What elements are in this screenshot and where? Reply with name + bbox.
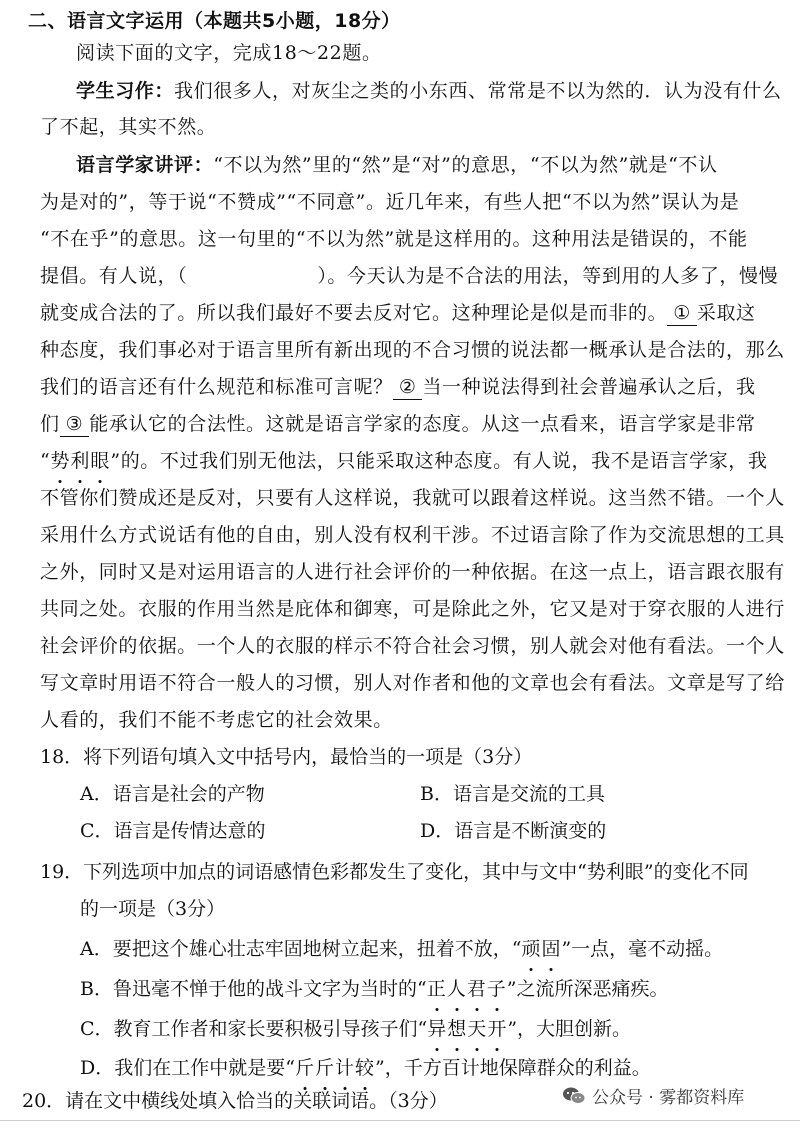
linguist-line-15: 写文章时用语不符合一般人的习惯，别人对作者和他的文章也会有看法。文章是写了给 bbox=[40, 672, 785, 694]
dotted-word-zhengrenjunzi bbox=[427, 978, 507, 1000]
q18-option-c: C．语言是传情达意的 bbox=[80, 820, 266, 842]
student-essay-label: 学生习作： bbox=[76, 80, 175, 102]
q19-option-a: A．要把这个雄心壮志牢固地树立起来，扭着不放，“顽固”一点，毫不动摇。 bbox=[80, 930, 723, 968]
emphasis-dotted-char: 君 bbox=[467, 970, 487, 1008]
linguist-line-1: 语言学家讲评：“不以为然”里的“然”是“对”的意思，“不以为然”就是“不认 bbox=[76, 154, 718, 176]
q18-option-a: A．语言是社会的产物 bbox=[80, 783, 265, 805]
linguist-line-2: 为是对的”，等于说“不赞成”“不同意”。近几年来，有些人把“不以为然”误认为是 bbox=[40, 191, 740, 213]
dotted-word-shiliyan bbox=[50, 450, 110, 472]
emphasis-dotted-char: 固 bbox=[541, 930, 561, 968]
dotted-word-jinjinjijiao bbox=[295, 1057, 375, 1079]
q19-option-c: C．教育工作者和家长要积极引导孩子们“异想天开”，大胆创新。 bbox=[80, 1010, 631, 1048]
emphasis-dotted-char: 顽 bbox=[521, 930, 541, 968]
question-20-stem: 20．请在文中横线处填入恰当的关联词语。（3分） bbox=[22, 1090, 448, 1112]
emphasis-dotted-char: 眼 bbox=[90, 442, 110, 480]
blank-3: ③ bbox=[60, 412, 90, 437]
intro-text: 阅读下面的文字，完成18～22题。 bbox=[76, 42, 382, 64]
linguist-line-7: 我们的语言还有什么规范和标准可言呢？ ② 当一种说法得到社会普遍承认之后，我 bbox=[40, 376, 756, 398]
linguist-line-13: 共同之处。衣服的作用当然是庇体和御寒，可是除此之外，它又是对于穿衣服的人进行 bbox=[40, 598, 785, 620]
linguist-line-8: 们 ③ 能承认它的合法性。这就是语言学家的态度。从这一点看来，语言学家是非常 bbox=[40, 413, 756, 435]
q18-option-b: B．语言是交流的工具 bbox=[420, 783, 605, 805]
emphasis-dotted-char: 天 bbox=[467, 1010, 487, 1048]
q19-option-d: D．我们在工作中就是要“斤斤计较”，千方百计地保障群众的利益。 bbox=[80, 1049, 651, 1087]
page-divider bbox=[0, 1120, 800, 1121]
emphasis-dotted-char: 开 bbox=[487, 1010, 507, 1048]
emphasis-dotted-char: 想 bbox=[447, 1010, 467, 1048]
blank-2: ② bbox=[393, 375, 423, 400]
q19-option-b: B．鲁迅毫不惮于他的战斗文字为当时的“正人君子”之流所深恶痛疾。 bbox=[80, 970, 668, 1008]
section-title: 二、语言文字运用（本题共5小题，18分） bbox=[28, 10, 401, 32]
linguist-line-16: 人看的，我们不能不考虑它的社会效果。 bbox=[40, 709, 393, 731]
emphasis-dotted-char: 正 bbox=[427, 970, 447, 1008]
linguist-label: 语言学家讲评： bbox=[76, 154, 214, 176]
watermark bbox=[558, 1081, 748, 1110]
question-18-stem: 18．将下列语句填入文中括号内，最恰当的一项是（3分） bbox=[40, 746, 533, 768]
emphasis-dotted-char: 利 bbox=[70, 442, 90, 480]
emphasis-dotted-char: 斤 bbox=[315, 1049, 335, 1087]
emphasis-dotted-char: 较 bbox=[355, 1049, 375, 1087]
emphasis-dotted-char: 势 bbox=[50, 442, 70, 480]
linguist-line-10: 不管你们赞成还是反对，只要有人这样说，我就可以跟着这样说。这当然不错。一个人 bbox=[40, 487, 785, 509]
emphasis-dotted-char: 斤 bbox=[295, 1049, 315, 1087]
q18-option-d: D．语言是不断演变的 bbox=[420, 820, 607, 842]
dotted-word-wangu bbox=[521, 938, 561, 960]
question-19-stem-line-2: 的一项是（3分） bbox=[80, 898, 226, 920]
student-essay-line-1: 学生习作：我们很多人，对灰尘之类的小东西、常常是不以为然的．认为没有什么 bbox=[76, 80, 782, 102]
linguist-line-9: “势利眼”的。不过我们别无他法，只能采取这种态度。有人说，我不是语言学家，我 bbox=[40, 442, 774, 480]
dotted-word-yixiangtiankai bbox=[427, 1018, 507, 1040]
emphasis-dotted-char: 子 bbox=[487, 970, 507, 1008]
wechat-icon bbox=[562, 1086, 586, 1106]
emphasis-dotted-char: 人 bbox=[447, 970, 467, 1008]
emphasis-dotted-char: 计 bbox=[335, 1049, 355, 1087]
linguist-line-12: 之外，同时又是对运用语言的人进行社会评价的一种依据。在这一点上，语言跟衣服有 bbox=[40, 561, 785, 583]
linguist-line-14: 社会评价的依据。一个人的衣服的样示不符合社会习惯，别人就会对他有看法。一个人 bbox=[40, 635, 785, 657]
question-19-stem-line-1: 19．下列选项中加点的词语感情色彩都发生了变化，其中与文中“势利眼”的变化不同 bbox=[40, 861, 749, 883]
linguist-line-5: 就变成合法的了。所以我们最好不要去反对它。这种理论是似是而非的。 ① 采取这 bbox=[40, 302, 756, 324]
blank-1: ① bbox=[667, 301, 697, 326]
linguist-line-4: 提倡。有人说，（ ）。今天认为是不合法的用法，等到用的人多了，慢慢 bbox=[40, 265, 779, 287]
emphasis-dotted-char: 异 bbox=[427, 1010, 447, 1048]
watermark-text: 公众号 · 雾都资料库 bbox=[592, 1088, 745, 1108]
linguist-line-6: 种态度，我们事必对于语言里所有新出现的不合习惯的说法都一概承认是合法的，那么 bbox=[40, 339, 785, 361]
linguist-line-3: “不在乎”的意思。这一句里的“不以为然”就是这样用的。这种用法是错误的，不能 bbox=[40, 228, 748, 250]
linguist-line-11: 采用什么方式说话有他的自由，别人没有权利干涉。不过语言除了作为交流思想的工具 bbox=[40, 524, 785, 546]
student-essay-line-2: 了不起，其实不然。 bbox=[40, 116, 217, 138]
